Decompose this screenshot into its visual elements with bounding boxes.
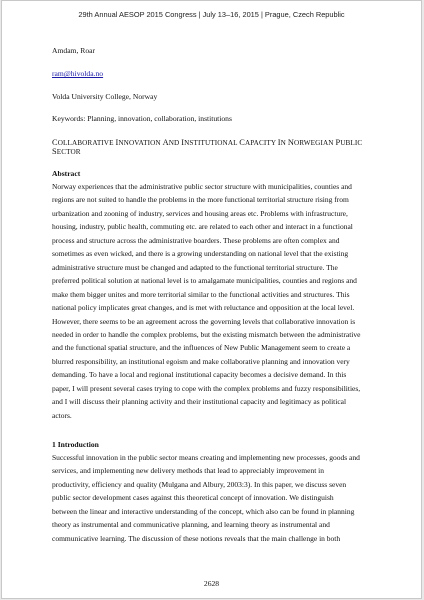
text-line: urbanization and zooning of industry, services and housing areas etc. Problems with infrastructure, (52, 208, 348, 218)
text-line: public sector development cases against this theoretical concept of innovation. We distinguish (52, 493, 334, 503)
keywords: Keywords: Planning, innovation, collaboration, institutions (52, 114, 232, 123)
abstract-body (52, 180, 374, 422)
page-number: 2628 (203, 579, 220, 588)
author-name: Amdam, Roar (52, 46, 96, 55)
introduction-heading: 1 Introduction (52, 440, 99, 449)
text-line: between the linear and interactive understanding of the concept, which also can be found in planning (52, 506, 355, 516)
text-line: make them bigger unites and more territorial similar to the functional activities and structures. This (52, 289, 350, 299)
text-line: paper, I will present several cases trying to cope with the complex problems and fuzzy responsibilities, (52, 383, 361, 393)
text-line: communicative learning. The discussion of these notions reveals that the main challenge in both (52, 533, 341, 543)
text-line: national policy implicates great changes, and is met with reluctance and opposition at the local level. (52, 303, 355, 313)
text-line: housing, industry, public health, commuting etc. are related to each other and interact in a functional (52, 222, 353, 232)
text-line: blurred responsibility, an institutional egoism and make collaborative planning and innovation very (52, 356, 350, 366)
conference-header: 29th Annual AESOP 2015 Congress | July 13–16, 2015 | Prague, Czech Republic (78, 10, 345, 19)
text-line: and I will discuss their planning activity and their institutional capacity and legitimacy as political (52, 397, 347, 407)
paper-title (52, 138, 382, 156)
text-line: demanding. To have a local and regional institutional capacity becomes a decisive demand. In this (52, 370, 347, 380)
text-line: productivity, efficiency and quality (Mulgana and Albury, 2003:3). In this paper, we discuss seven (52, 479, 347, 489)
text-line: Successful innovation in the public sector means creating and implementing new processes, goods and (52, 453, 360, 462)
text-line: Norway experiences that the administrative public sector structure with municipalities, counties and (52, 182, 352, 191)
text-line: actors. (52, 410, 72, 420)
paper-page (1, 0, 422, 599)
text-line: theory as instrumental and communicative planning, and learning theory as instrumental and (52, 520, 330, 530)
text-line: preferred political solution at national level is to amalgamate municipalities, counties and regions and (52, 276, 357, 286)
text-line: and the functional spatial structure, and the influences of New Public Management seem to create a (52, 343, 351, 353)
text-line: However, there seems to be an agreement across the governing levels that collaborative innovation is (52, 316, 356, 326)
author-affiliation: Volda University College, Norway (52, 92, 158, 101)
text-line: needed in order to handle the complex problems, but the existing mismatch between the administrative (52, 329, 361, 339)
text-line: services, and implementing new delivery methods that lead to appreciably improvement in (52, 466, 325, 476)
text-line: process and structure across the administrative boarders. These problems are often complex and (52, 235, 340, 245)
introduction-body (52, 451, 374, 545)
paper-title-text: COLLABORATIVE INNOVATION AND INSTITUTIONAL CAPACITY IN NORWEGIAN PUBLIC SECTOR (52, 138, 363, 156)
text-line: regions are not suited to handle the problems in the more functional territorial structure rising from (52, 195, 349, 205)
text-line: administrative structure must be changed and adapted to the functional territorial structure. The (52, 262, 338, 272)
text-line: sometimes as even wicked, and there is a growing understanding on national level that the existing (52, 249, 349, 259)
abstract-heading: Abstract (52, 169, 81, 178)
author-email-link[interactable]: ram@hivolda.no (52, 69, 104, 78)
